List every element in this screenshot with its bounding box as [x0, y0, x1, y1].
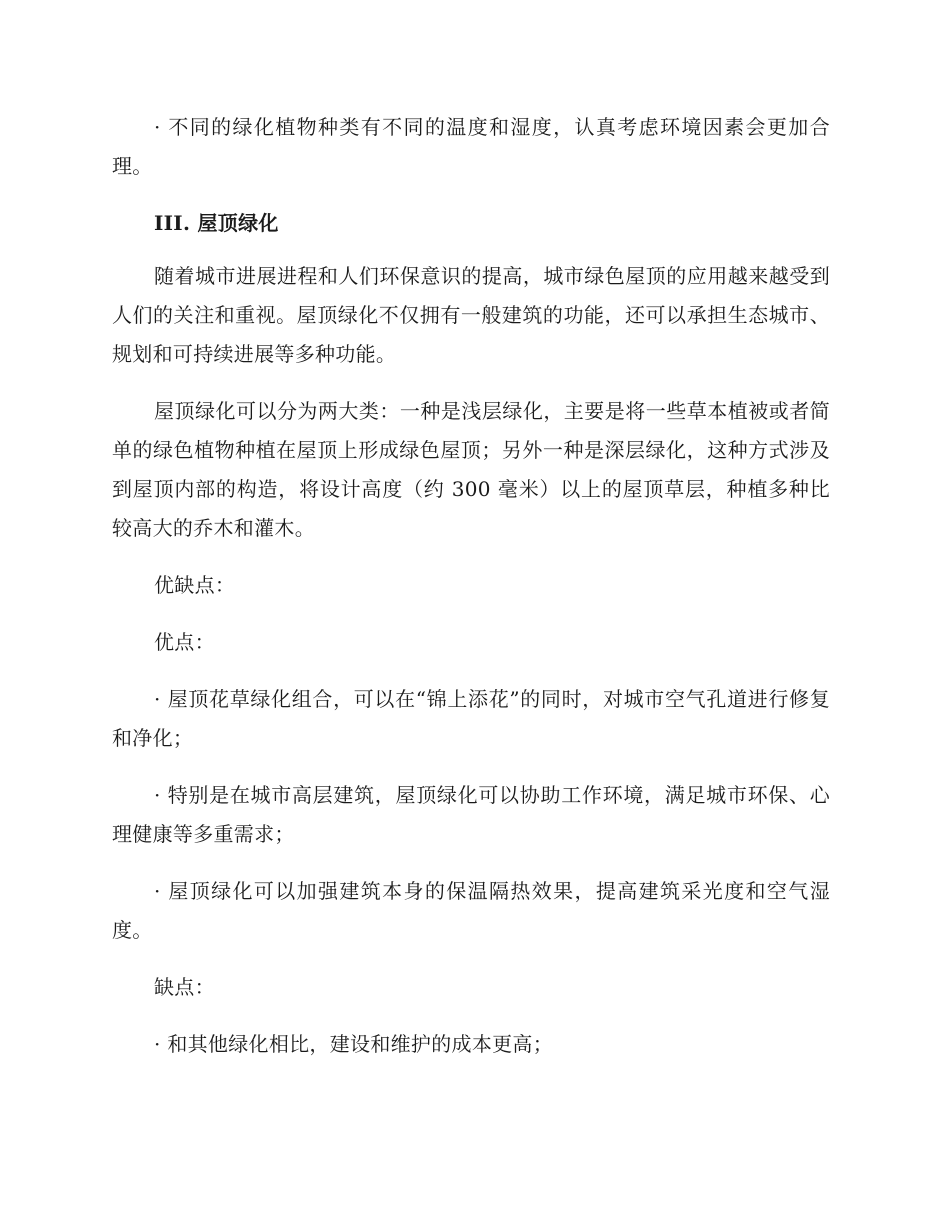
- label-cons: 缺点：: [154, 975, 215, 999]
- paragraph-plant-environment: · 不同的绿化植物种类有不同的温度和湿度，认真考虑环境因素会更加合理。: [112, 115, 830, 178]
- bullet-pro-1: · 屋顶花草绿化组合，可以在“锦上添花”的同时，对城市空气孔道进行修复和净化；: [112, 687, 830, 750]
- label-pros-cons: 优缺点：: [154, 573, 236, 597]
- bullet-pro-2: · 特别是在城市高层建筑，屋顶绿化可以协助工作环境，满足城市环保、心理健康等多重需求；: [112, 783, 830, 846]
- paragraph-intro: 随着城市进展进程和人们环保意识的提高，城市绿色屋顶的应用越来越受到人们的关注和重视。屋顶绿化不仅拥有一般建筑的功能，还可以承担生态城市、规划和可持续进展等多种功能。: [112, 264, 830, 366]
- bullet-pro-3: · 屋顶绿化可以加强建筑本身的保温隔热效果，提高建筑采光度和空气湿度。: [112, 879, 830, 942]
- section-heading-roof-greening: III. 屋顶绿化: [154, 211, 279, 235]
- bullet-con-1: · 和其他绿化相比，建设和维护的成本更高；: [154, 1032, 554, 1056]
- paragraph-categories: 屋顶绿化可以分为两大类：一种是浅层绿化，主要是将一些草本植被或者简单的绿色植物种植在屋顶上形成绿色屋顶；另外一种是深层绿化，这种方式涉及到屋顶内部的构造，将设计高度（约 300 毫米）以上的屋顶草层，种植多种比较高大的乔木和灌木。: [112, 399, 830, 540]
- label-pros: 优点：: [154, 630, 215, 654]
